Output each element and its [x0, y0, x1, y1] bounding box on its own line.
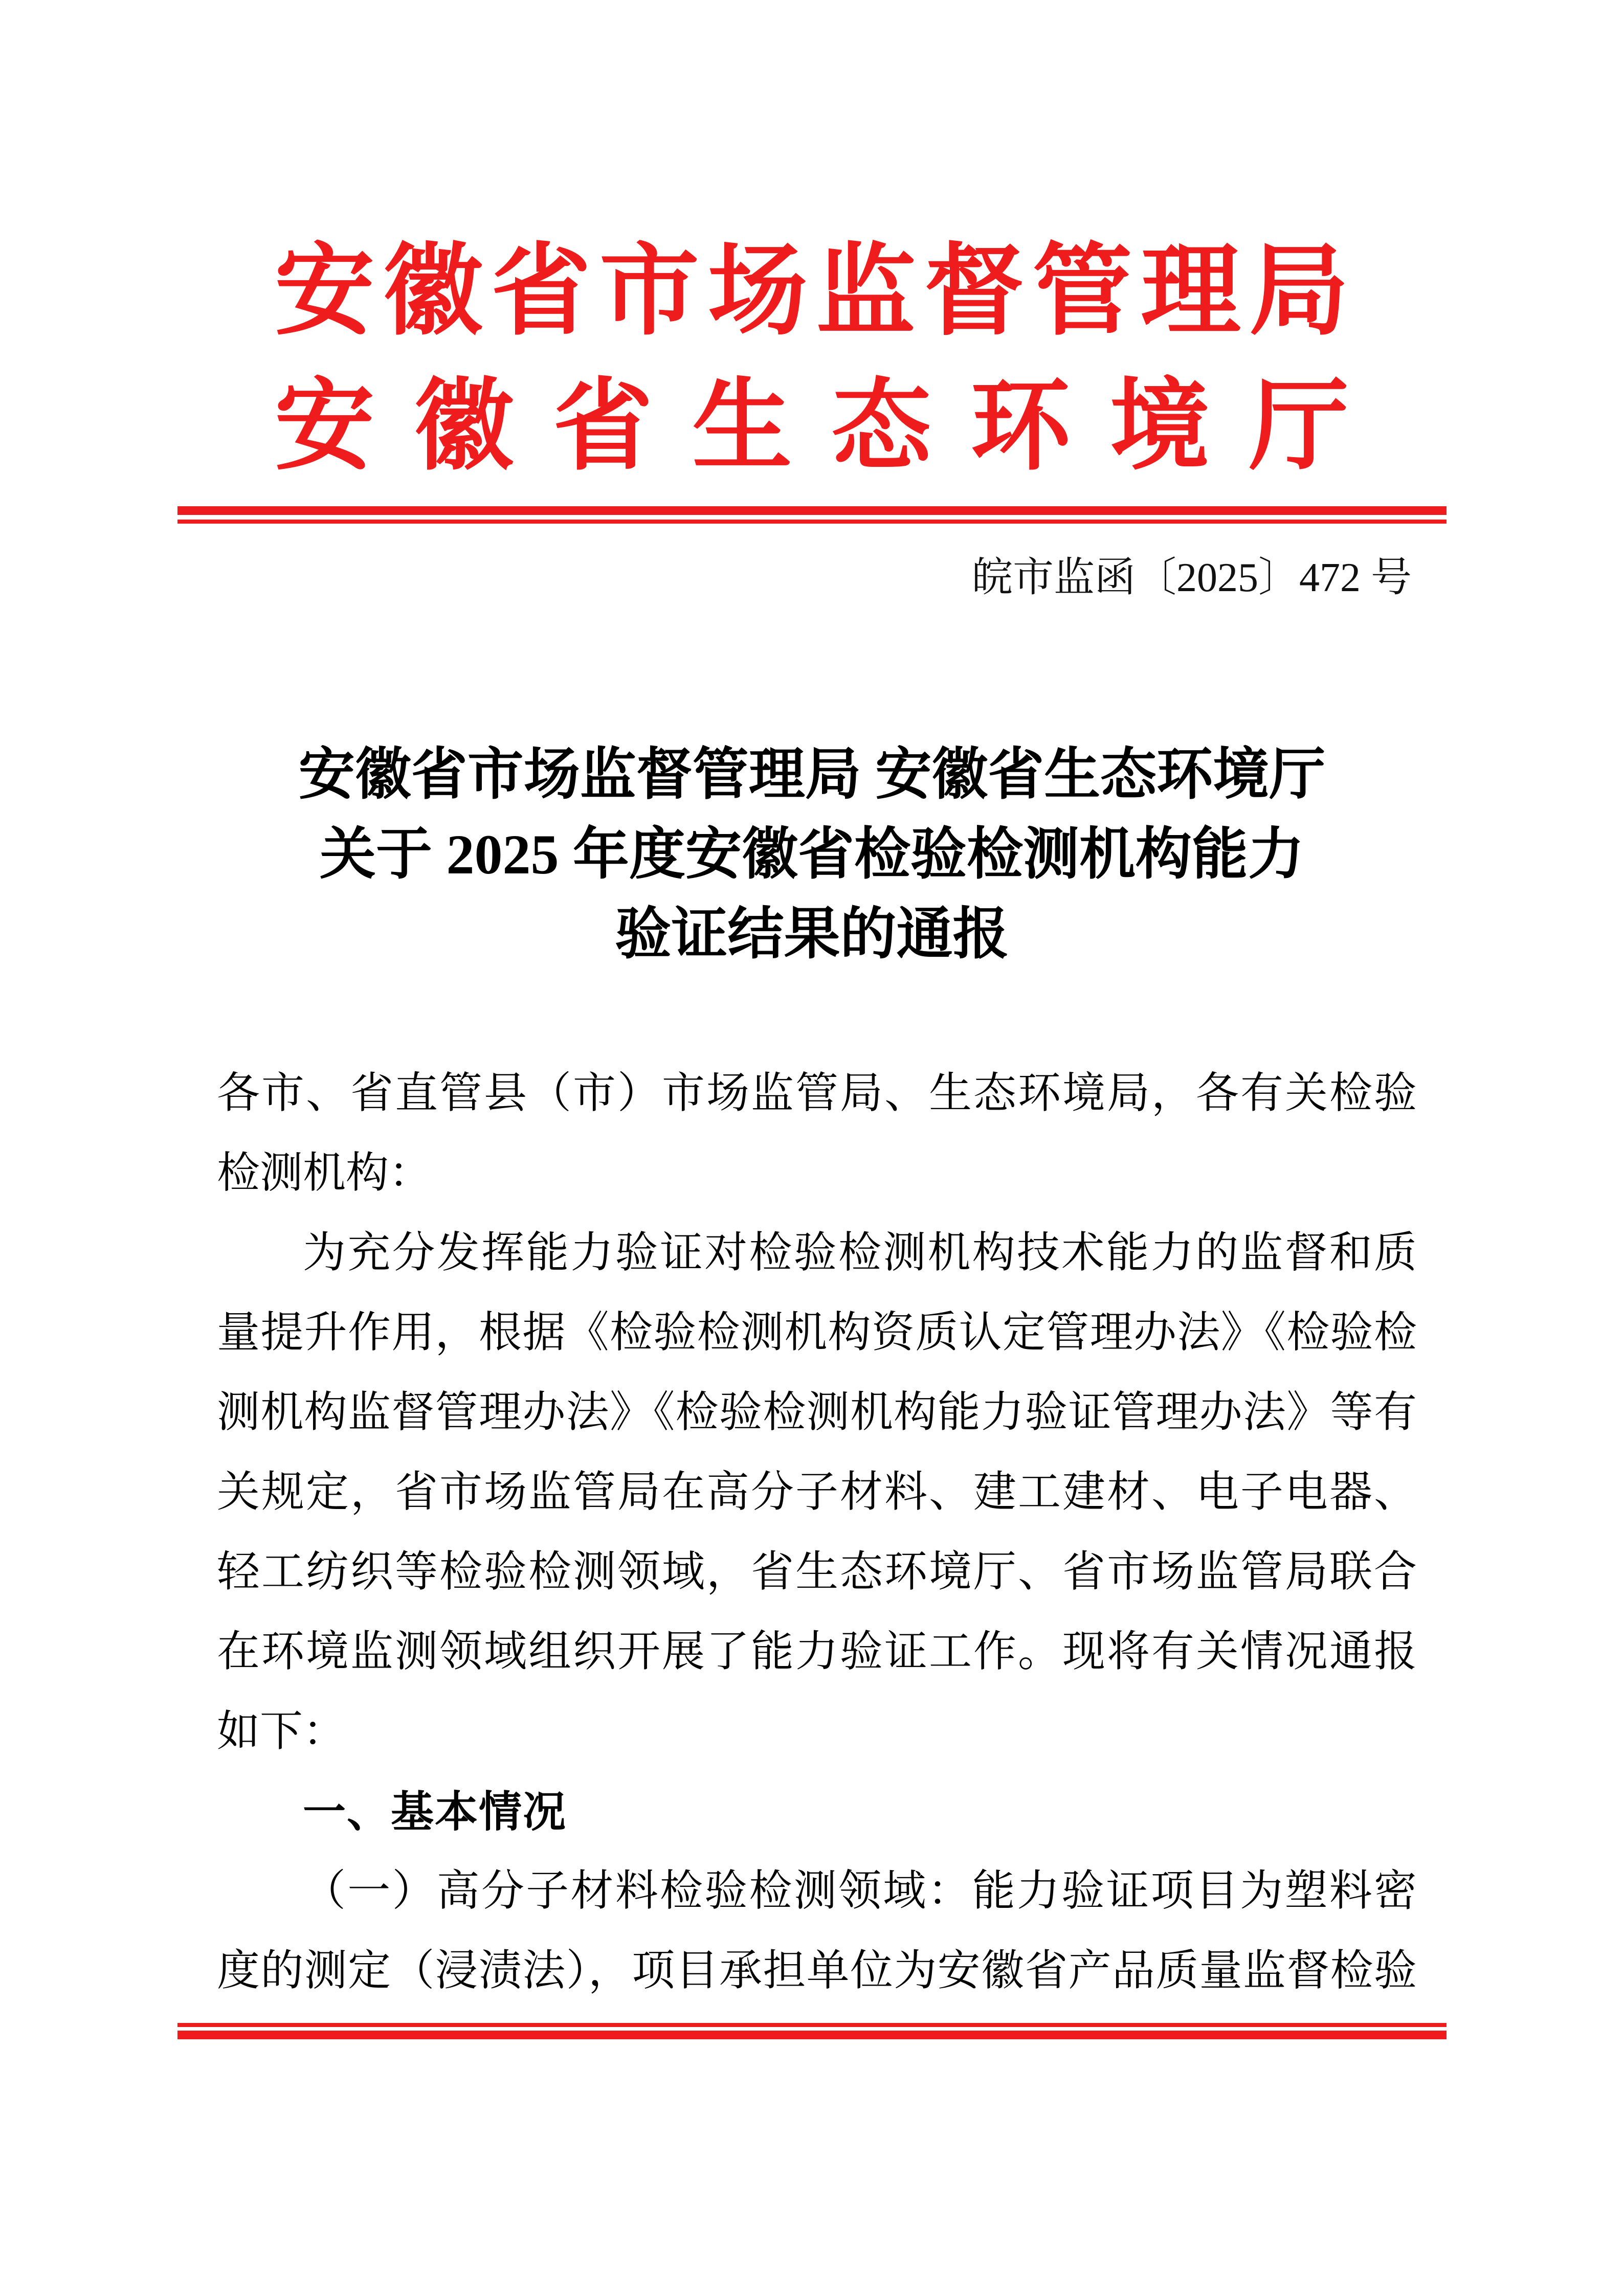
separator-thick-rule	[177, 506, 1447, 515]
body-line: 轻工纺织等检验检测领域，省生态环境厅、省市场监管局联合	[217, 1548, 1417, 1596]
letterhead-agency-1: 安徽省市场监督管理局	[275, 237, 1349, 347]
footer-separator	[177, 2023, 1447, 2039]
document-number: 皖市监函〔2025〕472 号	[972, 555, 1412, 600]
body-line: 度的测定（浸渍法），项目承担单位为安徽省产品质量监督检验	[217, 1947, 1417, 1995]
document-title	[0, 735, 1624, 974]
body-line: 如下：	[217, 1708, 346, 1755]
body-line: 关规定，省市场监管局在高分子材料、建工建材、电子电器、	[217, 1469, 1417, 1516]
letterhead-agency-2: 安徽省生态环境厅	[275, 372, 1349, 482]
separator-gap	[177, 515, 1447, 520]
section-heading-basic-info: 一、基本情况	[303, 1788, 567, 1836]
separator-thin-rule	[177, 2023, 1447, 2027]
separator-thick-rule	[177, 2031, 1447, 2039]
body-line: （一）高分子材料检验检测领域：能力验证项目为塑料密	[303, 1867, 1417, 1915]
title-line-1: 安徽省市场监督管理局 安徽省生态环境厅	[298, 744, 1326, 806]
body-line: 测机构监督管理办法》《检验检测机构能力验证管理办法》等有	[217, 1389, 1417, 1436]
body-line: 在环境监测领域组织开展了能力验证工作。现将有关情况通报	[217, 1628, 1417, 1676]
body-line-salutation: 各市、省直管县（市）市场监管局、生态环境局，各有关检验	[217, 1070, 1417, 1117]
body-line: 为充分发挥能力验证对检验检测机构技术能力的监督和质	[303, 1229, 1417, 1277]
body-text	[217, 1054, 1417, 2011]
body-line-salutation-2: 检测机构：	[217, 1150, 432, 1197]
title-line-2: 关于 2025 年度安徽省检验检测机构能力	[320, 823, 1304, 886]
separator-gap	[177, 2027, 1447, 2031]
letterhead	[275, 224, 1349, 494]
header-separator	[177, 506, 1447, 524]
title-line-3: 验证结果的通报	[615, 903, 1009, 965]
separator-thin-rule	[177, 520, 1447, 524]
body-line: 量提升作用，根据《检验检测机构资质认定管理办法》《检验检	[217, 1309, 1417, 1357]
